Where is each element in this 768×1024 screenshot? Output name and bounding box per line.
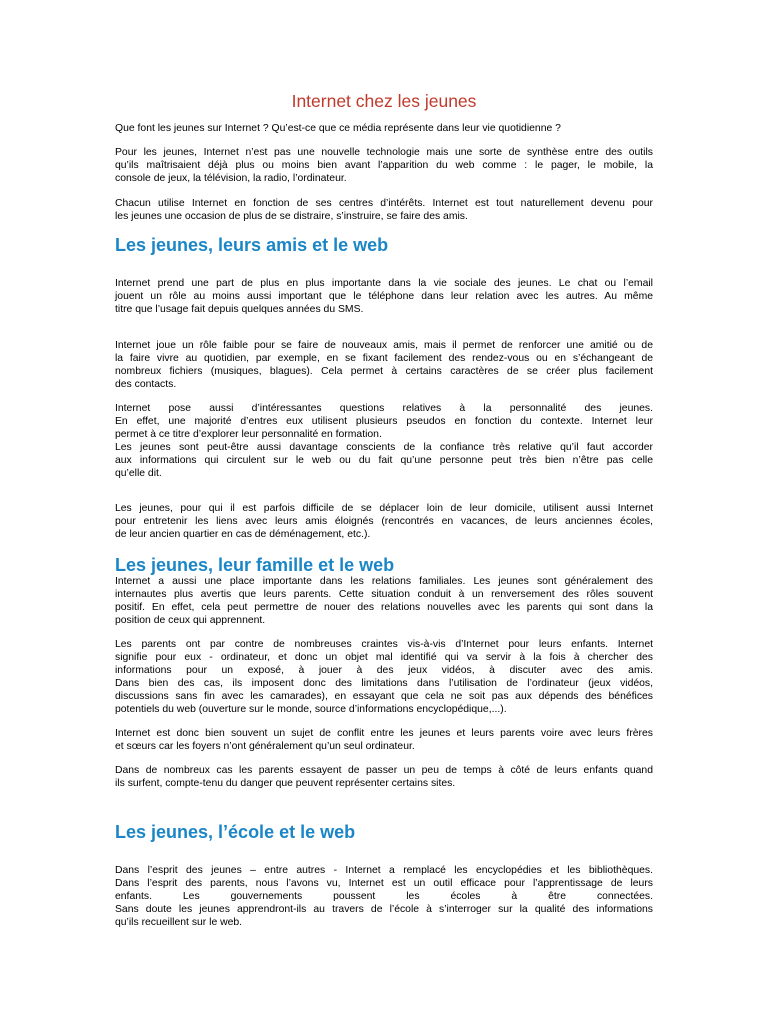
intro-question: Que font les jeunes sur Internet ? Qu’est-ce que ce média représente dans leur vie quotidienne ?: [115, 123, 561, 134]
section-heading-school: Les jeunes, l’école et le web: [115, 822, 356, 842]
family-paragraph-supervision: Dans de nombreux cas les parents essayent de passer un peu de temps à côté de leurs enfants quand ils surfent, compte-tenu du danger que peuvent représenter certains sites.: [115, 765, 653, 790]
friends-paragraph-new-friends: Internet joue un rôle faible pour se faire de nouveaux amis, mais il permet de renforcer une amitié ou de la faire vivre au quotidien, par exemple, en se fixant facilement des rendez-vous ou en s’échangeant de nombreux fichiers (musiques, blagues). Cela permet à certains caractères de se créer plus facilement des contacts.: [115, 340, 653, 391]
intro-paragraph-interests: Chacun utilise Internet en fonction de ses centres d’intérêts. Internet est tout naturellement devenu pour les jeunes une occasion de plus de se distraire, s’instruire, se faire des amis.: [115, 198, 653, 223]
section-heading-family: Les jeunes, leur famille et le web: [115, 555, 395, 575]
page-title: Internet chez les jeunes: [291, 91, 477, 111]
friends-paragraph-personality: Internet pose aussi d’intéressantes questions relatives à la personnalité des jeunes. En effet, une majorité d’entres eux utilisent plusieurs pseudos en fonction du contexte. Internet leur permet à ce titre d’explorer leur personnalité en formation. Les jeunes sont peut-être aussi davantage conscients de la confiance très relative qu’il faut accorder aux informations qui circulent sur le web ou du fait qu’une personne peut très bien n’être pas celle qu’elle dit.: [115, 403, 653, 480]
family-paragraph-fears: Les parents ont par contre de nombreuses craintes vis-à-vis d’Internet pour leurs enfants. Internet signifie pour eux - ordinateur, et donc un objet mal identifié qui va servir à la fois à chercher des informations pour un exposé, à jouer à des jeux vidéos, à discuter avec des amis. Dans bien des cas, ils imposent donc des limitations dans l’utilisation de l’ordinateur (jeux vidéos, discussions sans fin avec les camarades), en essayant que cela ne soit pas aux dépends des bénéfices potentiels du web (ouverture sur le monde, source d’informations encyclopédique,...).: [115, 639, 653, 716]
family-paragraph-conflict: Internet est donc bien souvent un sujet de conflit entre les jeunes et leurs parents voire avec leurs frères et sœurs car les foyers n’ont généralement qu’un seul ordinateur.: [115, 728, 653, 753]
intro-paragraph-synthesis: Pour les jeunes, Internet n’est pas une nouvelle technologie mais une sorte de synthèse entre des outils qu’ils maîtrisaient déjà plus ou moins bien avant l’apparition du web comme : le pager, le mobile, la console de jeux, la télévision, la radio, l’ordinateur.: [115, 147, 653, 185]
school-paragraph: Dans l’esprit des jeunes – entre autres - Internet a remplacé les encyclopédies et les bibliothèques. Dans l’esprit des parents, nous l’avons vu, Internet est un outil efficace pour l’apprentissage de leurs enfants. Les gouvernements poussent les écoles à être connectées. Sans doute les jeunes apprendront-ils au travers de l’école à s’interroger sur la qualité des informations qu’ils recueillent sur le web.: [115, 865, 653, 929]
section-heading-friends: Les jeunes, leurs amis et le web: [115, 235, 389, 255]
family-paragraph-relations: Internet a aussi une place importante dans les relations familiales. Les jeunes sont généralement des internautes plus avertis que leurs parents. Cette situation conduit à un renversement des rôles souvent positif. En effet, cela peut permettre de nouer des relations nouvelles avec les parents qui sont dans la position de ceux qui apprennent.: [115, 576, 653, 627]
friends-paragraph-social: Internet prend une part de plus en plus importante dans la vie sociale des jeunes. Le chat ou l’email jouent un rôle au moins aussi important que le téléphone dans leur relation avec les autres. Au même titre que l’usage fait depuis quelques années du SMS.: [115, 278, 653, 316]
friends-paragraph-distance: Les jeunes, pour qui il est parfois difficile de se déplacer loin de leur domicile, utilisent aussi Internet pour entretenir les liens avec leurs amis éloignés (rencontrés en vacances, de leurs anciennes écoles, de leur ancien quartier en cas de déménagement, etc.).: [115, 503, 653, 541]
